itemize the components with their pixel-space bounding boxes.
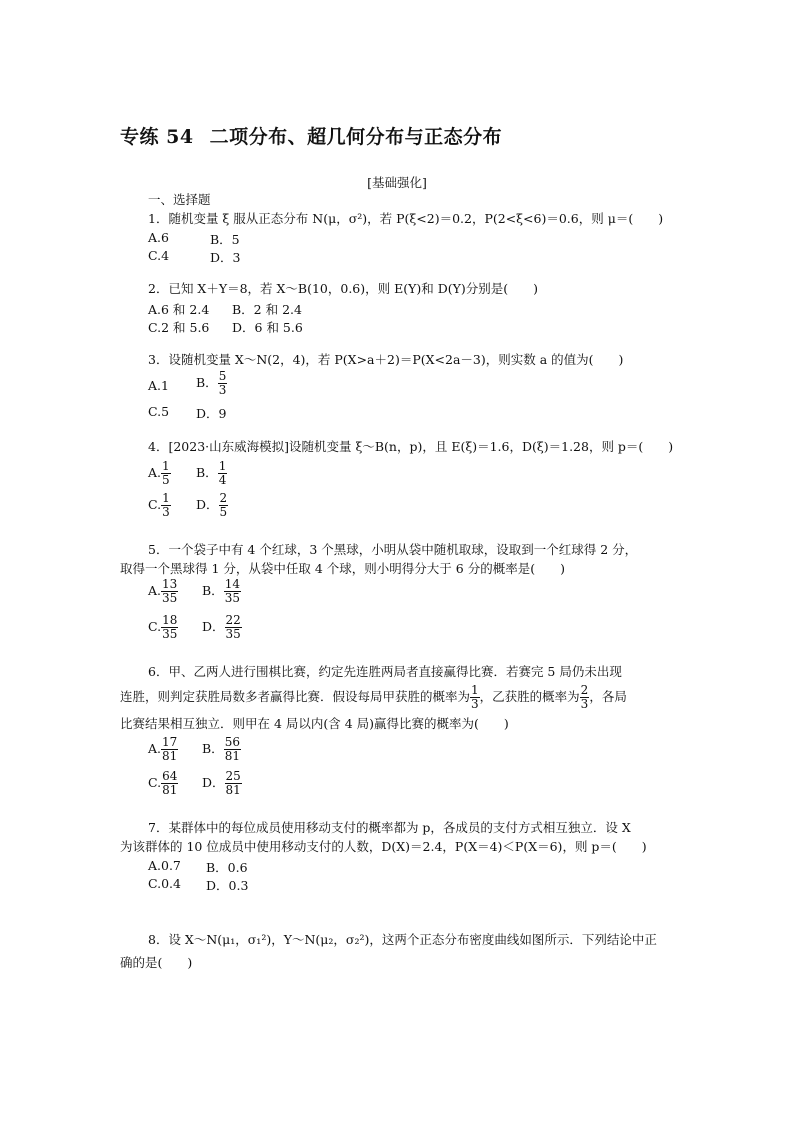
question-5-line-2: 取得一个黑球得 1 分，从袋中任取 4 个球，则小明得分大于 6 分的概率是( ) — [120, 561, 565, 576]
q5-option-c-fraction — [161, 614, 178, 641]
fraction-numerator: 18 — [162, 613, 178, 627]
q5-option-b-fraction — [224, 578, 241, 605]
q3-option-d: D．9 — [196, 406, 227, 421]
q6-option-d-fraction — [225, 770, 242, 797]
q2-option-a: A.6 和 2.4 — [148, 302, 210, 317]
question-7-line-1: 7．某群体中的每位成员使用移动支付的概率都为 p，各成员的支付方式相互独立．设 X — [148, 820, 631, 835]
q3-option-c: C.5 — [148, 404, 170, 419]
q6-option-b — [202, 736, 241, 763]
q1-option-c: C.4 — [148, 248, 170, 263]
q6-option-d-label: D． — [202, 775, 225, 790]
q3-option-a: A.1 — [148, 378, 169, 393]
fraction-numerator: 5 — [218, 369, 227, 383]
fraction-denominator: 5 — [162, 473, 170, 487]
fraction-numerator: 2 — [219, 491, 228, 505]
fraction-numerator: 56 — [224, 735, 240, 749]
fraction-numerator: 17 — [162, 735, 178, 749]
fraction-numerator: 1 — [162, 459, 170, 473]
question-7-line-2: 为该群体的 10 位成员中使用移动支付的人数，D(X)＝2.4，P(X＝4)＜P(X＝6)，则 p＝( ) — [120, 839, 647, 854]
fraction-denominator: 81 — [224, 749, 240, 763]
q4-option-a-fraction — [161, 460, 171, 487]
fraction-numerator: 22 — [225, 613, 241, 627]
page-title — [120, 122, 502, 149]
q6-option-c-fraction — [161, 770, 178, 797]
fraction-numerator: 25 — [225, 769, 241, 783]
q6-line-2-part-b: ，乙获胜的概率为 — [479, 689, 580, 704]
q6-option-d — [202, 770, 242, 797]
q7-option-b: B．0.6 — [206, 860, 248, 875]
fraction-denominator: 35 — [225, 627, 241, 641]
question-4-stem: 4．[2023·山东威海模拟]设随机变量 ξ～B(n，p)，且 E(ξ)＝1.6，D(ξ)＝1.28，则 p＝( ) — [148, 439, 674, 454]
fraction-denominator: 4 — [218, 473, 227, 487]
q4-option-c-fraction — [161, 492, 171, 519]
q6-prob-jia-fraction — [470, 684, 480, 711]
fraction-denominator: 35 — [224, 591, 240, 605]
fraction-numerator: 14 — [224, 577, 240, 591]
question-2-stem: 2．已知 X＋Y＝8，若 X～B(10，0.6)，则 E(Y)和 D(Y)分别是( ) — [148, 281, 538, 296]
fraction-denominator: 3 — [580, 697, 589, 711]
fraction-numerator: 1 — [471, 683, 479, 697]
q4-option-d — [196, 492, 228, 519]
q6-line-2-part-c: ，各局 — [589, 689, 627, 704]
fraction-numerator: 1 — [218, 459, 227, 473]
fraction-denominator: 81 — [225, 783, 241, 797]
q6-option-b-label: B． — [202, 741, 224, 756]
q3-option-b-fraction — [218, 370, 228, 397]
section-subtitle: [基础强化] — [367, 175, 427, 190]
q1-option-a: A.6 — [148, 230, 169, 245]
q6-option-c — [148, 770, 178, 797]
q7-option-a: A.0.7 — [148, 858, 181, 873]
q3-option-b — [196, 370, 227, 397]
q4-option-b — [196, 460, 227, 487]
q5-option-a-fraction — [161, 578, 178, 605]
q2-option-d: D．6 和 5.6 — [232, 320, 303, 335]
q6-option-b-fraction — [224, 736, 241, 763]
section-heading: 一、选择题 — [148, 192, 211, 207]
q4-option-b-label: B． — [196, 465, 218, 480]
q5-option-c — [148, 614, 178, 641]
fraction-denominator: 81 — [162, 749, 178, 763]
q5-option-a-label: A. — [148, 583, 162, 598]
q6-line-2-part-a: 连胜，则判定获胜局数多者赢得比赛．假设每局甲获胜的概率为 — [120, 689, 471, 704]
fraction-numerator: 13 — [162, 577, 178, 591]
question-6-line-1: 6．甲、乙两人进行围棋比赛，约定先连胜两局者直接赢得比赛．若赛完 5 局仍未出现 — [148, 664, 622, 679]
q7-option-c: C.0.4 — [148, 876, 181, 891]
q5-option-d-fraction — [225, 614, 242, 641]
fraction-denominator: 3 — [162, 505, 170, 519]
q4-option-c — [148, 492, 171, 519]
q4-option-a-label: A. — [148, 465, 162, 480]
q6-option-a-fraction — [161, 736, 178, 763]
q4-option-d-label: D． — [196, 497, 219, 512]
q6-option-a — [148, 736, 178, 763]
fraction-denominator: 3 — [218, 383, 227, 397]
q5-option-d-label: D． — [202, 619, 225, 634]
q2-option-b: B．2 和 2.4 — [232, 302, 302, 317]
title-main: 二项分布、超几何分布与正态分布 — [209, 126, 503, 148]
q4-option-a — [148, 460, 171, 487]
q1-option-b: B．5 — [210, 232, 240, 247]
fraction-denominator: 3 — [471, 697, 479, 711]
q5-option-b — [202, 578, 241, 605]
question-6-line-3: 比赛结果相互独立．则甲在 4 局以内(含 4 局)赢得比赛的概率为( ) — [120, 716, 509, 731]
q1-option-d: D．3 — [210, 250, 241, 265]
question-5-line-1: 5．一个袋子中有 4 个红球，3 个黑球，小明从袋中随机取球，设取到一个红球得 2 分， — [148, 542, 638, 557]
q4-option-c-label: C. — [148, 497, 162, 512]
q7-option-d: D．0.3 — [206, 878, 249, 893]
fraction-numerator: 2 — [580, 683, 589, 697]
question-8-line-2: 确的是( ) — [120, 955, 193, 970]
q5-option-c-label: C. — [148, 619, 162, 634]
q2-option-c: C.2 和 5.6 — [148, 320, 210, 335]
fraction-numerator: 1 — [162, 491, 170, 505]
question-1-stem: 1．随机变量 ξ 服从正态分布 N(μ，σ²)，若 P(ξ<2)＝0.2，P(2<ξ<6)＝0.6，则 μ＝( ) — [148, 211, 664, 226]
fraction-denominator: 5 — [219, 505, 228, 519]
q6-option-a-label: A. — [148, 741, 162, 756]
title-prefix: 专练 54 — [120, 126, 194, 148]
fraction-numerator: 64 — [162, 769, 178, 783]
question-6-line-2 — [120, 684, 627, 711]
question-8-line-1: 8．设 X～N(μ₁，σ₁²)，Y～N(μ₂，σ₂²)，这两个正态分布密度曲线如图所示．下列结论中正 — [148, 932, 657, 947]
q4-option-d-fraction — [219, 492, 229, 519]
q6-prob-yi-fraction — [580, 684, 590, 711]
q5-option-d — [202, 614, 242, 641]
q5-option-a — [148, 578, 178, 605]
fraction-denominator: 35 — [162, 627, 178, 641]
fraction-denominator: 35 — [162, 591, 178, 605]
q4-option-b-fraction — [218, 460, 228, 487]
question-3-stem: 3．设随机变量 X～N(2，4)，若 P(X>a＋2)＝P(X<2a－3)，则实数 a 的值为( ) — [148, 352, 624, 367]
q5-option-b-label: B． — [202, 583, 224, 598]
q6-option-c-label: C. — [148, 775, 162, 790]
q3-option-b-label: B． — [196, 375, 218, 390]
fraction-denominator: 81 — [162, 783, 178, 797]
